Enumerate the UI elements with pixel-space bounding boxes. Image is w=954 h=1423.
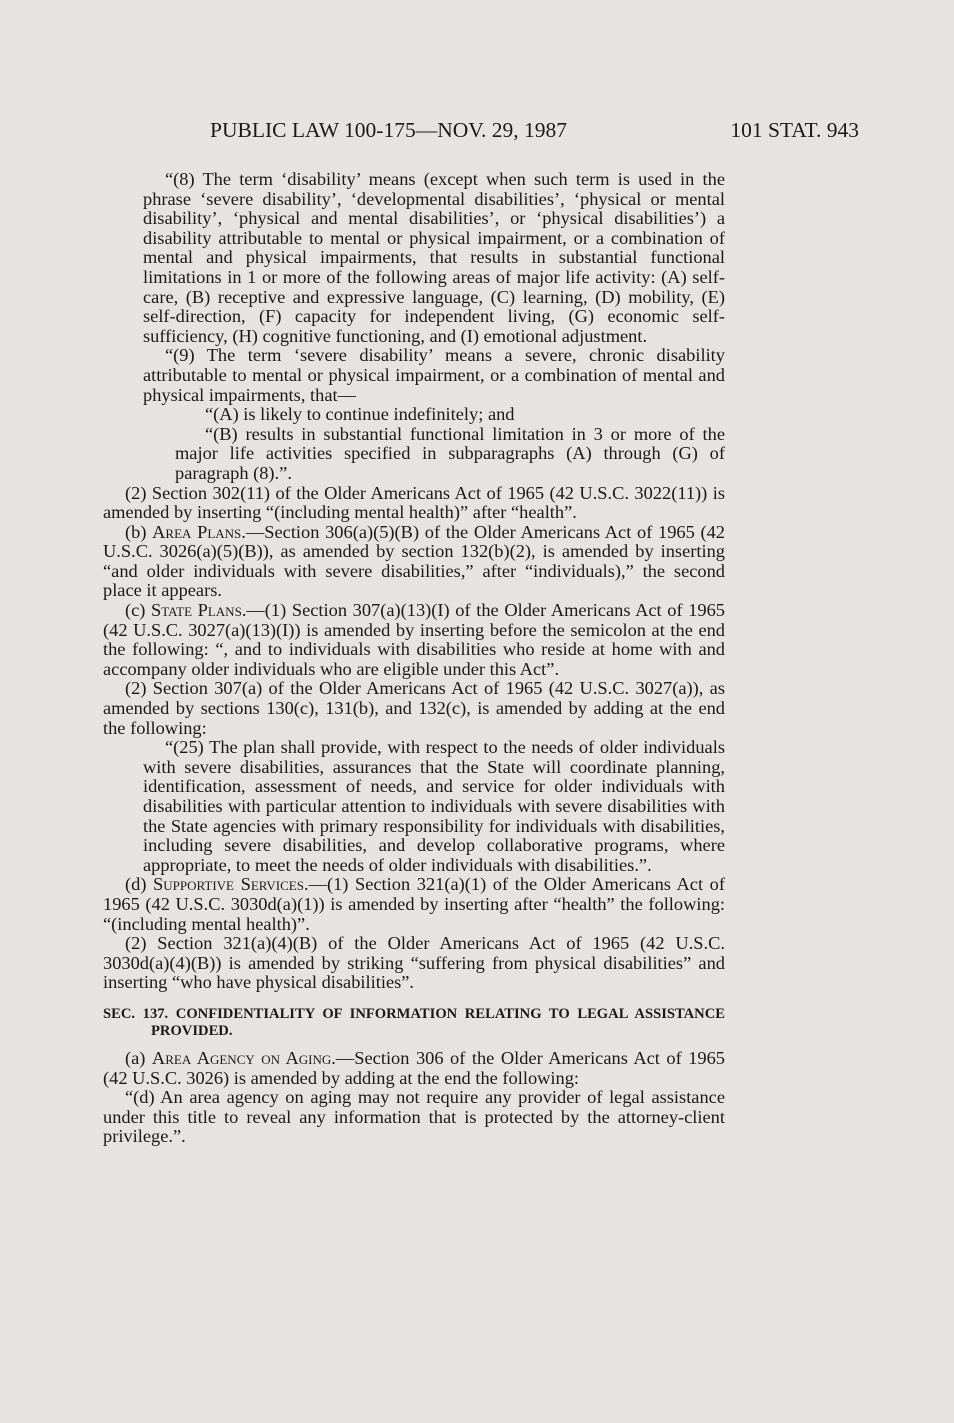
paragraph-2-section-302: (2) Section 302(11) of the Older Americans Act of 1965 (42 U.S.C. 3022(11)) is amended by inserting “(including mental health)” after “health”. <box>103 482 725 523</box>
subsection-c-state-plans <box>103 601 725 679</box>
paragraph-9-definition-severe-disability: “(9) The term ‘severe disability’ means a severe, chronic disability attributable to mental or physical impairment, or a combination of mental and physical impairments, that— <box>143 345 725 405</box>
subsection-c-text: .—(1) Section 307(a)(13)(I) of the Older Americans Act of 1965 (42 U.S.C. 3027(a)(13)(I)) is amended by inserting before the semicolon at the end the following: “, and to individuals with disabilities who reside at home with and accompany older individuals who are eligible under this Act”. <box>103 600 725 679</box>
subsection-d-paragraph-2: (2) Section 321(a)(4)(B) of the Older Americans Act of 1965 (42 U.S.C. 3030d(a)(4)(B)) is amended by striking “suffering from physical disabilities” and inserting “who have physical disabilities”. <box>103 933 725 993</box>
subsection-a-heading: Area Agency on Aging <box>151 1047 332 1068</box>
header-statute-page: 101 STAT. 943 <box>730 118 859 142</box>
paragraph-d-attorney-client-privilege: “(d) An area agency on aging may not require any provider of legal assistance under this title to reveal any information that is protected by the attorney-client privilege.”. <box>103 1087 725 1147</box>
subparagraph-9a: “(A) is likely to continue indefinitely; and <box>205 404 515 425</box>
subsection-a-label: (a) <box>125 1047 152 1068</box>
section-137-heading: SEC. 137. CONFIDENTIALITY OF INFORMATION RELATING TO LEGAL ASSISTANCE PROVIDED. <box>103 1005 725 1039</box>
subsection-d-supportive-services <box>103 875 725 934</box>
subsection-a-area-agency-on-aging <box>103 1049 725 1088</box>
subsection-b-label: (b) <box>125 521 153 542</box>
subsection-c-label: (c) <box>125 600 152 621</box>
subsection-d-text: .—(1) Section 321(a)(1) of the Older Americans Act of 1965 (42 U.S.C. 3030d(a)(1)) is amended by inserting after “health” the following: “(including mental health)”. <box>103 874 725 934</box>
subsection-a-text: .—Section 306 of the Older Americans Act of 1965 (42 U.S.C. 3026) is amended by adding at the end the following: <box>103 1047 725 1088</box>
subsection-c-heading: State Plans <box>151 600 242 621</box>
subsection-b-area-plans <box>103 523 725 601</box>
paragraph-8-definition-disability: “(8) The term ‘disability’ means (except when such term is used in the phrase ‘severe disability’, ‘developmental disabilities’, ‘physical or mental disability’, ‘physical and mental disabilities’, or ‘physical disabilities’) a disability attributable to mental or physical impairment, or a combination of mental and physical impairments, that results in substantial functional limitations in 1 or more of the following areas of major life activity: (A) self-care, (B) receptive and expressive language, (C) learning, (D) mobility, (E) self-direction, (F) capacity for independent living, (G) economic self-sufficiency, (H) cognitive functioning, and (I) emotional adjustment. <box>143 169 725 346</box>
subsection-d-heading: Supportive Services <box>153 874 304 895</box>
document-body <box>103 170 725 1147</box>
subsection-c-paragraph-2: (2) Section 307(a) of the Older Americans Act of 1965 (42 U.S.C. 3027(a)), as amended by sections 130(c), 131(b), and 132(c), is amended by adding at the end the following: <box>103 678 725 738</box>
header-title: PUBLIC LAW 100-175—NOV. 29, 1987 <box>210 118 568 142</box>
subsection-d-label: (d) <box>125 874 154 895</box>
subsection-b-text: .—Section 306(a)(5)(B) of the Older Americans Act of 1965 (42 U.S.C. 3026(a)(5)(B)), as amended by section 132(b)(2), is amended by inserting “and older individuals with severe disabilities,” after “individuals),” the second place it appears. <box>103 521 725 601</box>
subsection-b-heading: Area Plans <box>152 521 242 542</box>
paragraph-25-plan-provision: “(25) The plan shall provide, with respect to the needs of older individuals with severe disabilities, assurances that the State will coordinate planning, identification, assessment of needs, and service for older individuals with disabilities with particular attention to individuals with severe disabilities with the State agencies with primary responsibility for individuals with disabilities, including severe disabilities, and develop collaborative programs, where appropriate, to meet the needs of older individuals with disabilities.”. <box>143 737 725 875</box>
page-header <box>210 118 859 148</box>
subparagraph-9b: “(B) results in substantial functional limitation in 3 or more of the major life activities specified in subparagraphs (A) through (G) of paragraph (8).”. <box>175 423 725 483</box>
